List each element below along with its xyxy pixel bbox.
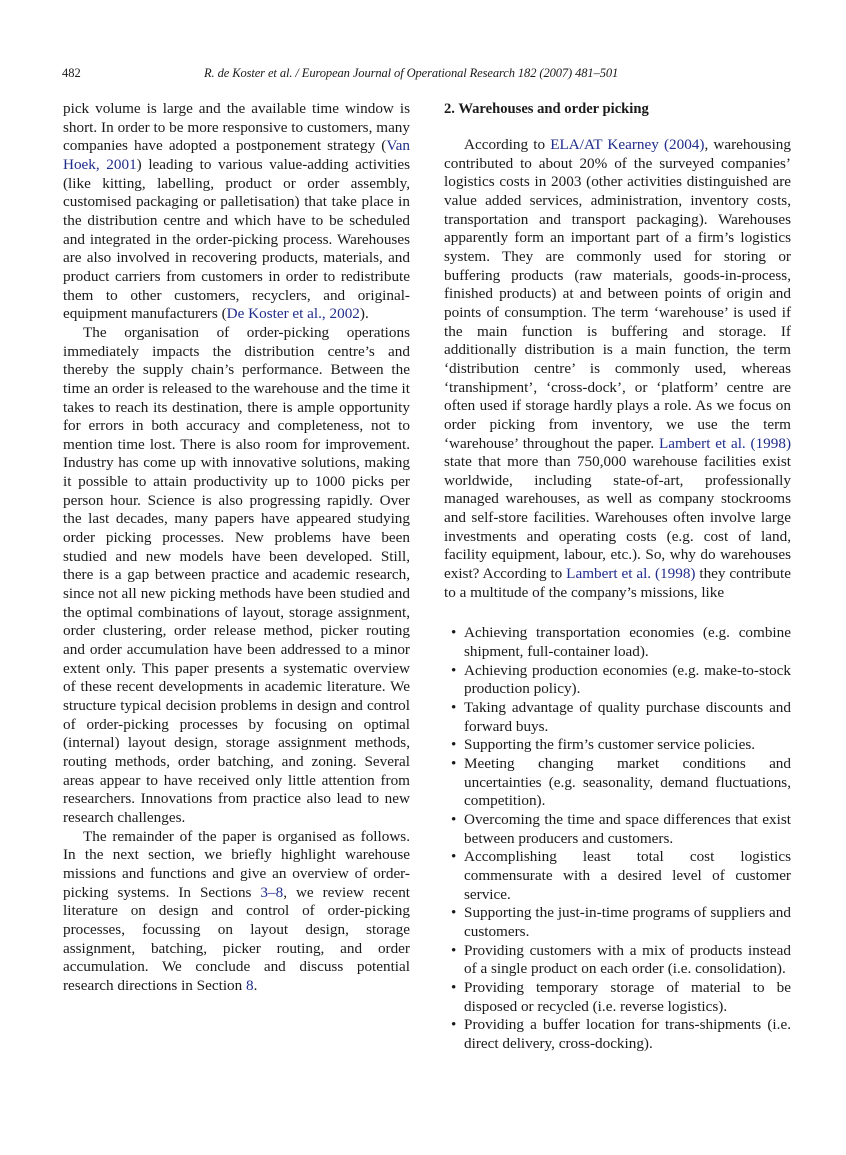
bullet-icon: • bbox=[451, 624, 457, 642]
text-run: pick volume is large and the available time window is short. In order to be more responsive to customers, many companies have adopted a postponement strategy ( bbox=[63, 100, 410, 155]
bullet-icon: • bbox=[451, 978, 457, 996]
list-item bbox=[444, 662, 791, 699]
citation-link[interactable]: ELA/AT Kearney (2004) bbox=[550, 136, 705, 153]
bullet-icon: • bbox=[451, 810, 457, 828]
running-title: R. de Koster et al. / European Journal of Operational Research 182 (2007) 481–501 bbox=[204, 66, 619, 80]
paragraph: The organisation of order-picking operations immediately impacts the distribution centre’s and thereby the supply chain’s performance. Between the time an order is released to the warehouse and the time it takes to reach its destination, there is ample opportunity for errors in both accuracy and completeness, not to mention time lost. There is also room for improvement. Industry has come up with innovative solutions, making it possible to attain productivity up to 1000 picks per person hour. Science is also progressing rapidly. Over the last decades, many papers have appeared studying order picking processes. New problems have been studied and new models have been developed. Still, there is a gap between practice and academic research, since not all new picking methods have been studied and the optimal combinations of layout, storage assignment, order clustering, order release method, picker routing and order accumulation have been addressed to a minor extent only. This paper presents a systematic overview of these recent developments in academic literature. We structure typical decision problems in design and control of order-picking processes by focusing on optimal (internal) layout design, storage assignment methods, routing methods, order batching, and zoning. Several areas appear to have received only little attention from researchers. Innovations from practice also lead to new research challenges. bbox=[63, 323, 410, 826]
text-run: The remainder of the paper is organised as follows. In the next section, we briefly highlight warehouse missions and functions and give an overview of order-picking systems. In Sections bbox=[63, 827, 410, 901]
text-run: . bbox=[253, 976, 258, 994]
bullet-icon: • bbox=[451, 699, 457, 717]
list-item bbox=[444, 811, 791, 848]
bullet-icon: • bbox=[451, 1016, 457, 1034]
bullet-icon: • bbox=[451, 661, 457, 679]
text-run: According to bbox=[464, 136, 551, 153]
text-run: , we review recent literature on design and control of order-picking processes, focussing on layout design, storage assignment, batching, picker routing, and order accumulation. We conclude and discuss potential research directions in Section bbox=[63, 883, 411, 994]
section-link[interactable]: 8 bbox=[246, 976, 254, 994]
text-run: , warehousing contributed to about 20% of the surveyed companies’ logistics costs in 2003 (other activities distinguished are value added services, administration, inventory costs, transportation and transport packaging). Warehouses apparently form an important part of a firm’s logistics system. They are commonly used for storing or buffering products (raw materials, goods-in-process, finished products) at and between points of origin and points of consumption. The term ‘warehouse’ is used if the main function is buffering and storage. If additionally distribution is a main function, the term ‘distribution centre’ is commonly used, whereas ‘transhipment’, ‘cross-dock’, or ‘platform’ centre are often used if storage hardly plays a role. As we focus on order picking from inventory, we use the term ‘warehouse’ throughout the paper. bbox=[444, 136, 791, 452]
citation-link[interactable]: Van Hoek, 2001 bbox=[63, 137, 410, 173]
bullet-icon: • bbox=[451, 755, 457, 772]
list-item-text: Accomplishing least total cost logistics commensurate with a desired level of customer service. bbox=[464, 848, 791, 903]
bullet-icon: • bbox=[451, 904, 457, 922]
missions-list bbox=[444, 624, 791, 1053]
citation-link[interactable]: Lambert et al. (1998) bbox=[658, 434, 791, 452]
paragraph bbox=[444, 136, 791, 602]
list-item-text: Taking advantage of quality purchase discounts and forward buys. bbox=[464, 699, 791, 735]
list-item bbox=[444, 848, 791, 904]
list-item-text: Providing temporary storage of material to be disposed or recycled (i.e. reverse logistics). bbox=[464, 978, 791, 1015]
list-item bbox=[444, 904, 791, 941]
list-item bbox=[444, 1016, 791, 1053]
bullet-icon: • bbox=[451, 736, 457, 754]
paragraph bbox=[63, 828, 410, 996]
section-link[interactable]: 3–8 bbox=[260, 883, 284, 901]
bullet-icon: • bbox=[451, 848, 457, 866]
text-run: ). bbox=[359, 305, 369, 323]
list-item-text: Overcoming the time and space differences that exist between producers and customers. bbox=[464, 810, 791, 847]
list-item-text: Meeting changing market conditions and uncertainties (e.g. seasonality, demand fluctuations, competition). bbox=[464, 755, 791, 810]
list-item-text: Providing customers with a mix of products instead of a single product on each order (i.e. consolidation). bbox=[464, 941, 791, 978]
text-run: state that more than 750,000 warehouse facilities exist worldwide, including state-of-art, professionally managed warehouses, as well as company stockrooms and self-store facilities. Warehouses often involve large investments and operating costs (e.g. cost of land, facility equipment, labour, etc.). So, why do warehouses exist? According to bbox=[444, 453, 791, 583]
citation-link[interactable]: De Koster et al., 2002 bbox=[226, 305, 360, 323]
text-run: ) leading to various value-adding activities (like kitting, labelling, product or order assembly, customised packaging or palletisation) that take place in the distribution centre and which have to be scheduled and integrated in the order-picking process. Warehouses are also involved in recovering products, materials, and product carriers from customers in order to redistribute them to other customers, recyclers, and original-equipment manufacturers ( bbox=[63, 155, 411, 323]
citation-link[interactable]: Lambert et al. (1998) bbox=[566, 565, 696, 583]
paragraph bbox=[63, 100, 410, 324]
left-column bbox=[63, 100, 410, 996]
list-item-text: Achieving transportation economies (e.g. combine shipment, full-container load). bbox=[464, 624, 791, 661]
page-number: 482 bbox=[62, 66, 81, 80]
list-item bbox=[444, 979, 791, 1016]
list-item-text: Achieving production economies (e.g. make-to-stock production policy). bbox=[464, 661, 791, 698]
section-heading: 2. Warehouses and order picking bbox=[444, 101, 649, 117]
list-item bbox=[444, 624, 791, 661]
list-item bbox=[444, 942, 791, 979]
list-item-text: Supporting the firm’s customer service policies. bbox=[464, 736, 756, 754]
list-item bbox=[444, 699, 791, 736]
bullet-icon: • bbox=[451, 941, 457, 959]
list-item-text: Providing a buffer location for trans-shipments (i.e. direct delivery, cross-docking). bbox=[464, 1016, 791, 1052]
right-column bbox=[444, 100, 791, 1054]
list-item bbox=[444, 736, 791, 755]
running-header bbox=[62, 66, 784, 82]
list-item-text: Supporting the just-in-time programs of suppliers and customers. bbox=[464, 904, 791, 940]
text-run: they contribute to a multitude of the company’s missions, like bbox=[444, 565, 791, 601]
list-item bbox=[444, 755, 791, 811]
